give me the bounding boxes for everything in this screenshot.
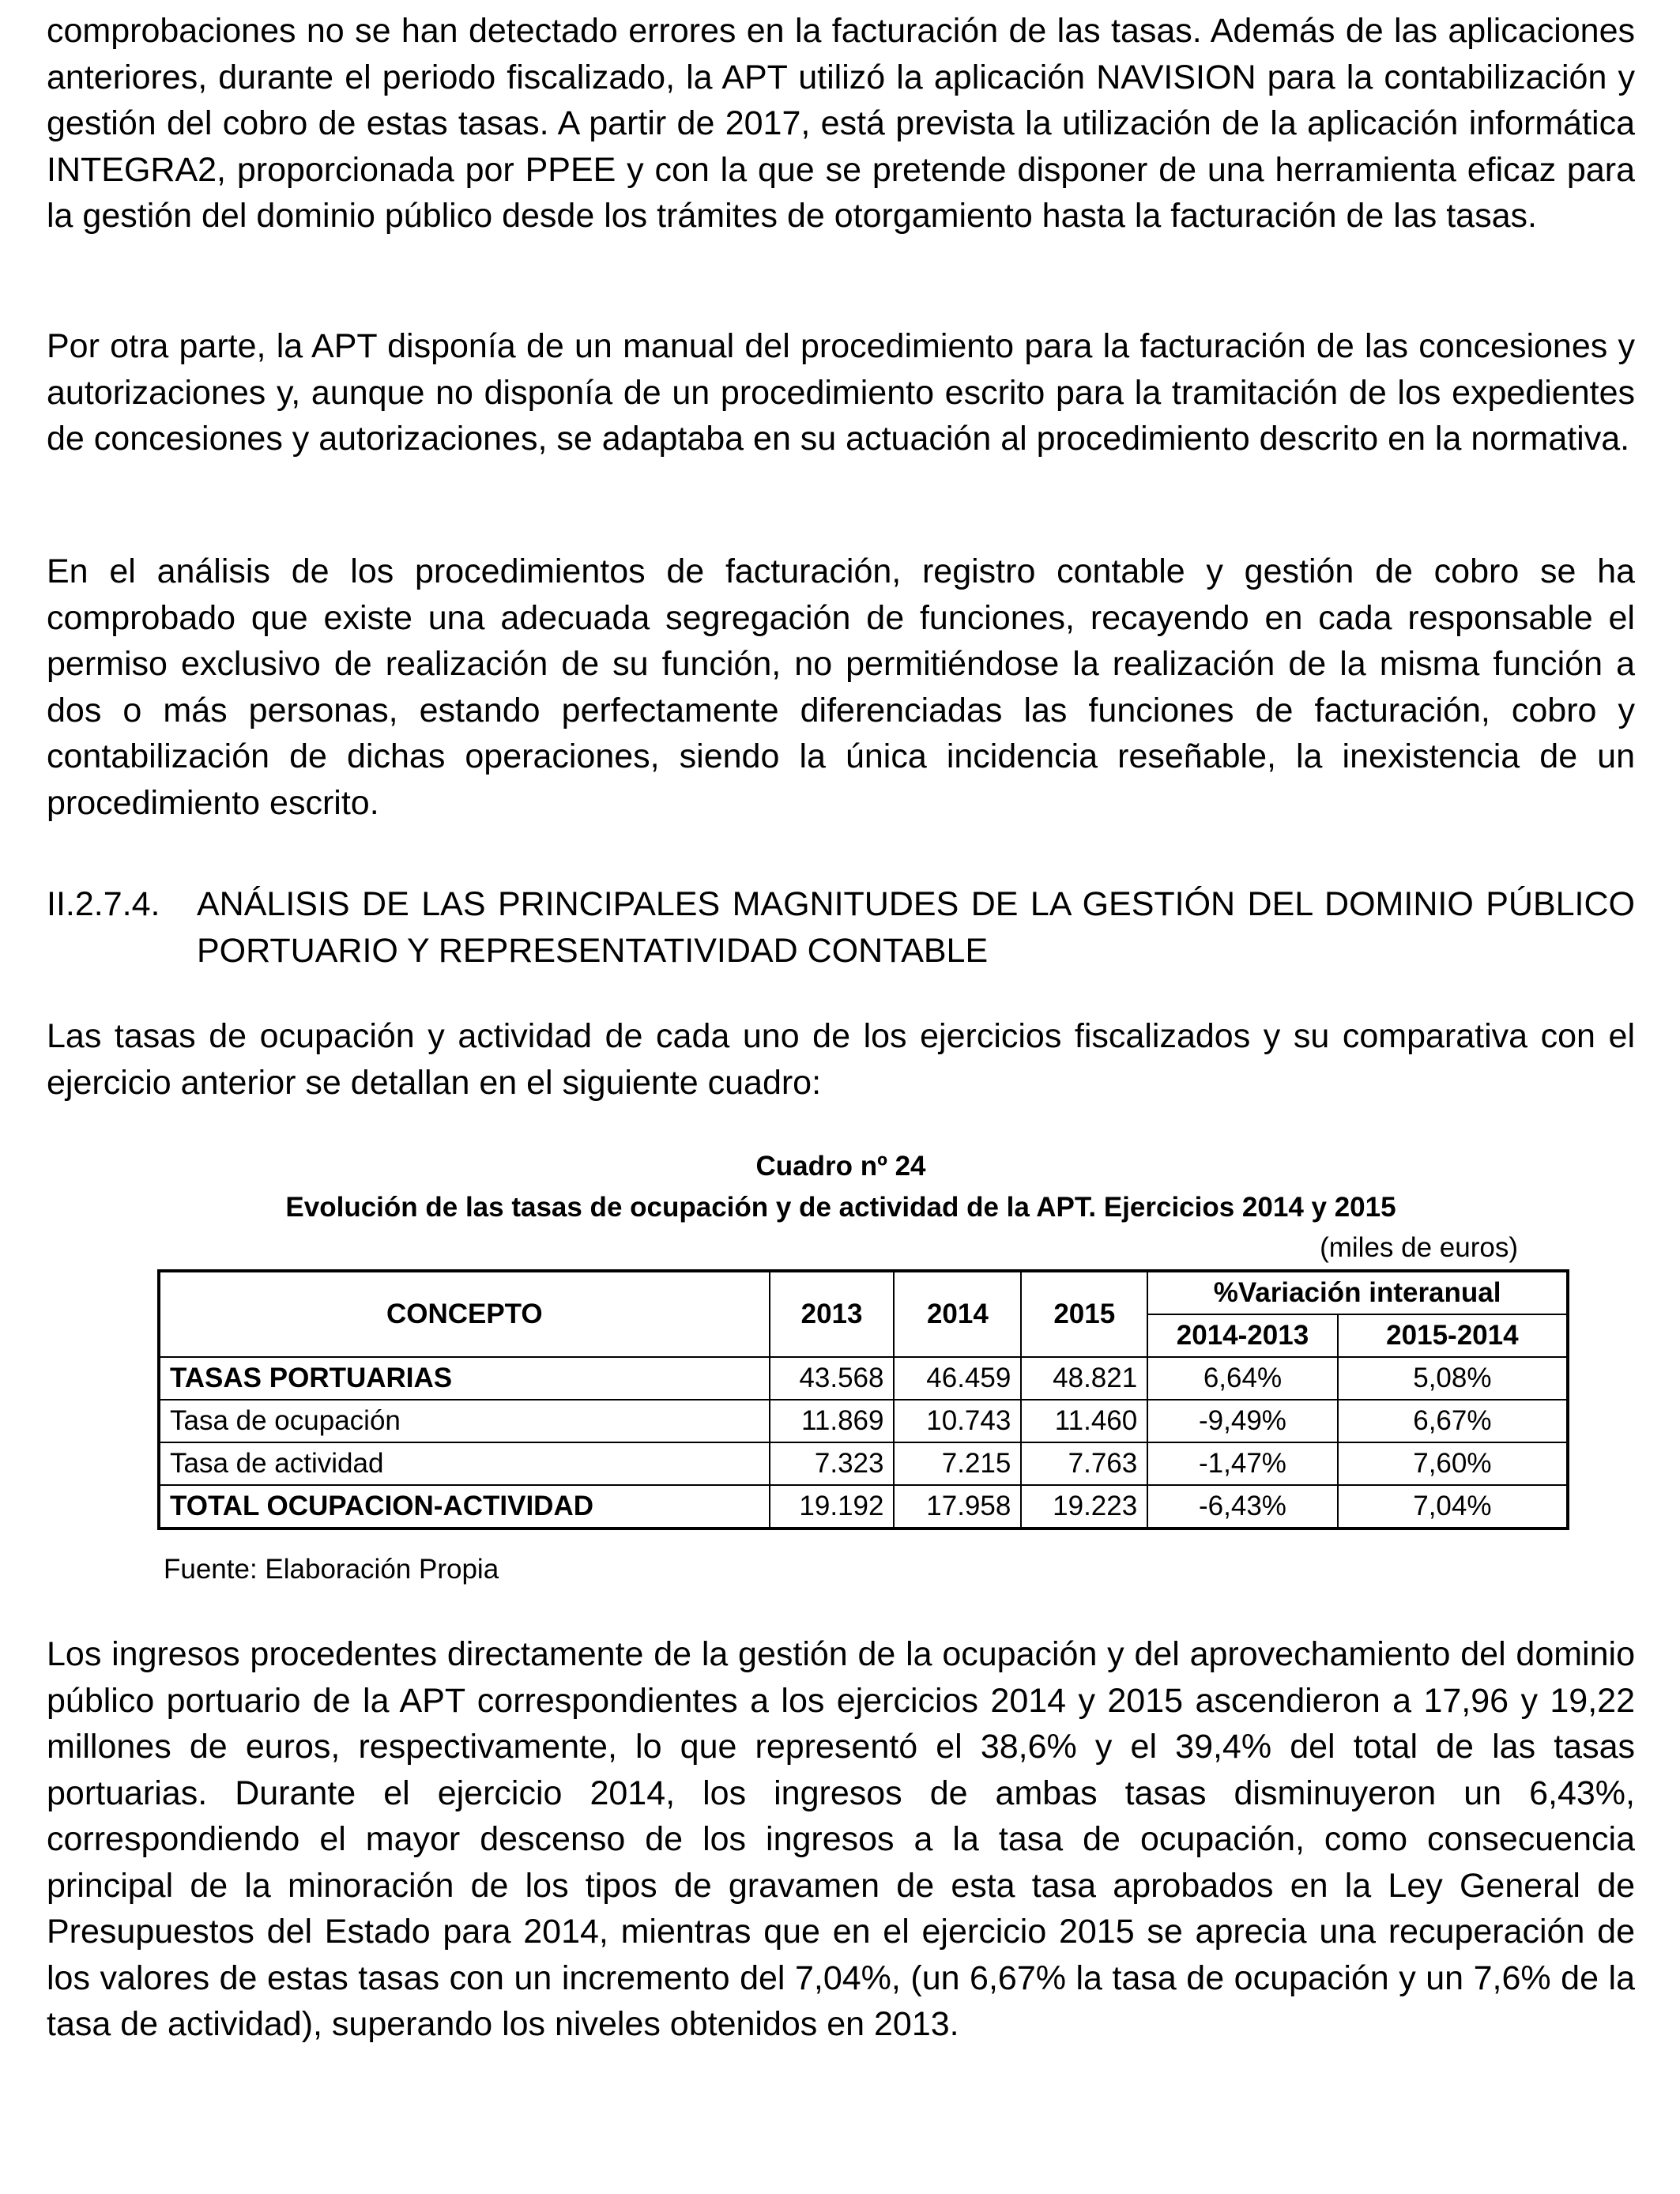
table-row — [159, 1442, 1568, 1485]
table-source: Fuente: Elaboración Propia — [164, 1554, 499, 1585]
cell-2014: 17.958 — [894, 1485, 1021, 1529]
row-concept: TASAS PORTUARIAS — [159, 1357, 770, 1400]
cell-var-2014-2013: -9,49% — [1147, 1400, 1338, 1442]
cell-2014: 10.743 — [894, 1400, 1021, 1442]
table-number: Cuadro nº 24 — [755, 1151, 926, 1182]
table-row — [159, 1357, 1568, 1400]
table-title: Evolución de las tasas de ocupación y de actividad de la APT. Ejercicios 2014 y 2015 — [285, 1192, 1396, 1223]
header-2013: 2013 — [770, 1271, 895, 1357]
row-concept: Tasa de ocupación — [159, 1400, 770, 1442]
paragraph-segregation-of-functions: En el análisis de los procedimientos de facturación, registro contable y gestión de cobro se ha comprobado que existe una adecuada segregación de funciones, recayendo en cada responsable el permiso exclusivo de realización de su función, no permitiéndose la realización de la misma función a dos o más personas, estando perfectamente diferenciadas las funciones de facturación, cobro y contabilización de dichas operaciones, siendo la única incidencia reseñable, la inexistencia de un procedimiento escrito. — [47, 552, 1635, 822]
row-concept: Tasa de actividad — [159, 1442, 770, 1485]
section-title: ANÁLISIS DE LAS PRINCIPALES MAGNITUDES DE LA GESTIÓN DEL DOMINIO PÚBLICO PORTUARIO Y REPRESENTATIVIDAD CONTABLE — [197, 885, 1635, 970]
cell-2015: 11.460 — [1021, 1400, 1147, 1442]
fees-table — [157, 1269, 1569, 1530]
cell-2014: 7.215 — [894, 1442, 1021, 1485]
cell-2013: 11.869 — [770, 1400, 895, 1442]
cell-2013: 19.192 — [770, 1485, 895, 1529]
paragraph-table-intro: Las tasas de ocupación y actividad de cada uno de los ejercicios fiscalizados y su comparativa con el ejercicio anterior se detallan en el siguiente cuadro: — [47, 1017, 1635, 1102]
table-row — [159, 1400, 1568, 1442]
paragraph-billing-applications: comprobaciones no se han detectado errores en la facturación de las tasas. Además de las aplicaciones anteriores, durante el periodo fiscalizado, la APT utilizó la aplicación NAVISION para la contabilización y gestión del cobro de estas tasas. A partir de 2017, está prevista la utilización de la aplicación informática INTEGRA2, proporcionada por PPEE y con la que se pretende disponer de una herramienta eficaz para la gestión del dominio público desde los trámites de otorgamiento hasta la facturación de las tasas. — [47, 12, 1635, 235]
section-number: II.2.7.4. — [47, 885, 160, 923]
cell-2014: 46.459 — [894, 1357, 1021, 1400]
header-variation: %Variación interanual — [1147, 1271, 1568, 1314]
table-row — [159, 1485, 1568, 1529]
cell-2015: 19.223 — [1021, 1485, 1147, 1529]
cell-2013: 7.323 — [770, 1442, 895, 1485]
row-concept: TOTAL OCUPACION-ACTIVIDAD — [159, 1485, 770, 1529]
table-units: (miles de euros) — [1320, 1232, 1518, 1263]
cell-var-2015-2014: 7,60% — [1338, 1442, 1568, 1485]
cell-var-2014-2013: -6,43% — [1147, 1485, 1338, 1529]
paragraph-revenue-analysis: Los ingresos procedentes directamente de la gestión de la ocupación y del aprovechamiento del dominio público portuario de la APT correspondientes a los ejercicios 2014 y 2015 ascendieron a 17,96 y 19,22 millones de euros, respectivamente, lo que representó el 38,6% y el 39,4% del total de las tasas portuarias. Durante el ejercicio 2014, los ingresos de ambas tasas disminuyeron un 6,43%, correspondiendo el mayor descenso de los ingresos a la tasa de ocupación, como consecuencia principal de la minoración de los tipos de gravamen de esta tasa aprobados en la Ley General de Presupuestos del Estado para 2014, mientras que en el ejercicio 2015 se aprecia una recuperación de los valores de estas tasas con un incremento del 7,04%, (un 6,67% la tasa de ocupación y un 7,6% de la tasa de actividad), superando los niveles obtenidos en 2013. — [47, 1635, 1635, 2043]
cell-2015: 48.821 — [1021, 1357, 1147, 1400]
cell-var-2014-2013: 6,64% — [1147, 1357, 1338, 1400]
cell-2013: 43.568 — [770, 1357, 895, 1400]
header-var-2014-2013: 2014-2013 — [1147, 1314, 1338, 1357]
paragraph-billing-manual: Por otra parte, la APT disponía de un manual del procedimiento para la facturación de las concesiones y autorizaciones y, aunque no disponía de un procedimiento escrito para la tramitación de los expedientes de concesiones y autorizaciones, se adaptaba en su actuación al procedimiento descrito en la normativa. — [47, 327, 1635, 458]
cell-var-2015-2014: 6,67% — [1338, 1400, 1568, 1442]
header-concepto: CONCEPTO — [159, 1271, 770, 1357]
cell-var-2015-2014: 5,08% — [1338, 1357, 1568, 1400]
header-2014: 2014 — [894, 1271, 1021, 1357]
header-2015: 2015 — [1021, 1271, 1147, 1357]
cell-var-2014-2013: -1,47% — [1147, 1442, 1338, 1485]
header-var-2015-2014: 2015-2014 — [1338, 1314, 1568, 1357]
cell-2015: 7.763 — [1021, 1442, 1147, 1485]
cell-var-2015-2014: 7,04% — [1338, 1485, 1568, 1529]
